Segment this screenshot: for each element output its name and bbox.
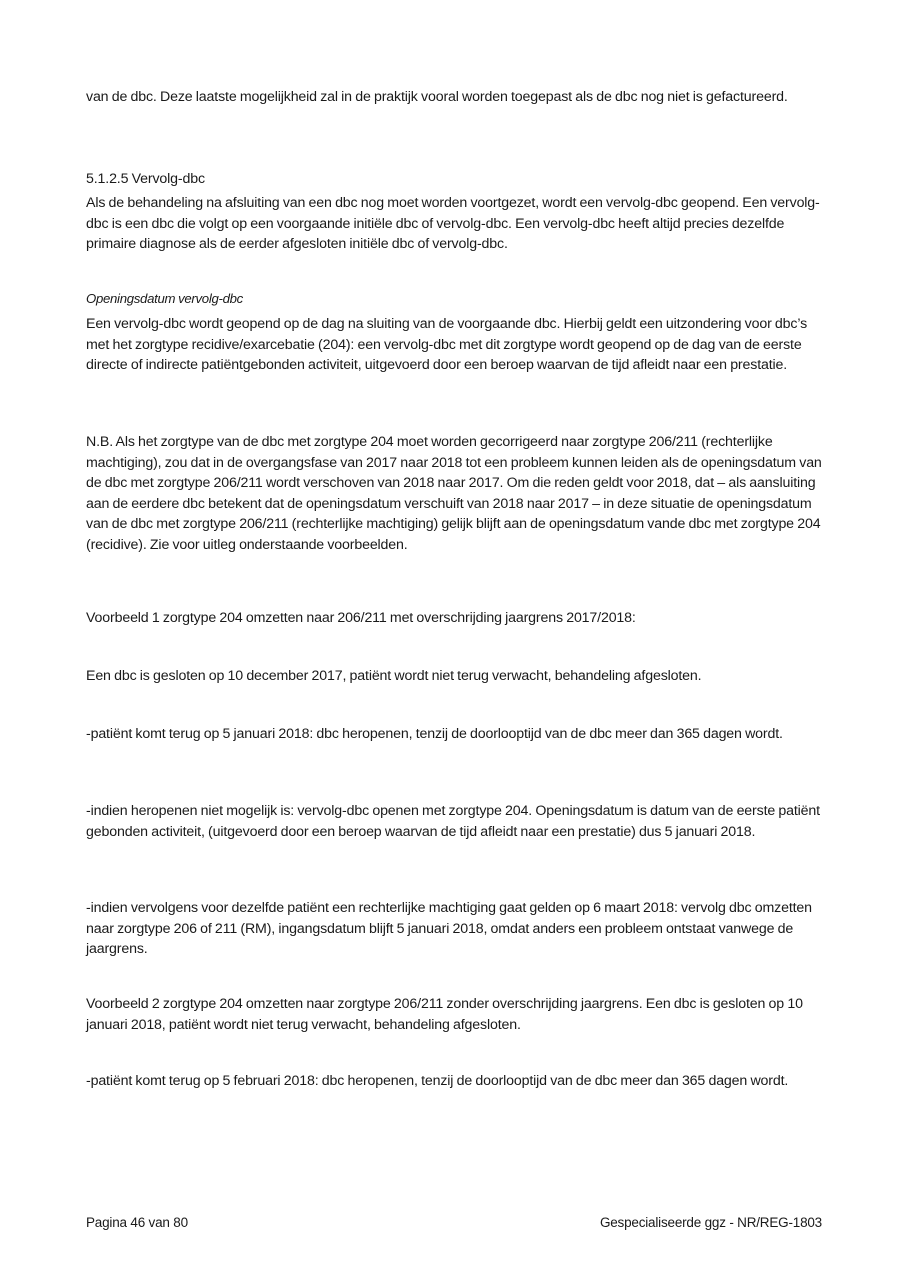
document-reference: Gespecialiseerde ggz - NR/REG-1803 — [599, 1215, 822, 1230]
subsection-paragraph: Een vervolg-dbc wordt geopend op de dag na sluiting van de voorgaande dbc. Hierbij geldt een uitzondering voor dbc’s met het zorgtype recidive/exarcebatie (204): een vervolg-dbc met dit zorgtype wordt geopend op de dag van de eerste directe of indirecte patiëntgebonden activiteit, uitgevoerd door een beroep waarvan de tijd afleidt naar een prestatie. — [86, 316, 808, 373]
page-footer — [86, 1214, 822, 1232]
continuation-paragraph: van de dbc. Deze laatste mogelijkheid zal in de praktijk vooral worden toegepast als de dbc nog niet is gefactureerd. — [86, 89, 788, 105]
page-number: Pagina 46 van 80 — [86, 1215, 188, 1230]
document-page — [86, 0, 822, 1273]
section-intro-paragraph: Als de behandeling na afsluiting van een dbc nog moet worden voortgezet, wordt een vervolg-dbc geopend. Een vervolg-dbc is een dbc die volgt op een voorgaande initiële dbc of vervolg-dbc. Een vervolg-dbc heeft altijd precies dezelfde primaire diagnose als de eerder afgesloten initiële dbc of vervolg-dbc. — [86, 195, 820, 252]
note-paragraph: N.B. Als het zorgtype van de dbc met zorgtype 204 moet worden gecorrigeerd naar zorgtype 206/211 (rechterlijke machtiging), zou dat in de overgangsfase van 2017 naar 2018 tot een probleem kunnen leiden als de openingsdatum van de dbc met zorgtype 206/211 wordt verschoven van 2018 naar 2017. Om die reden geldt voor 2018, dat – als aansluiting aan de eerdere dbc betekent dat de openingsdatum verschuift van 2018 naar 2017 – in deze situatie de openingsdatum van de dbc met zorgtype 206/211 (rechterlijke machtiging) gelijk blijft aan de openingsdatum vande dbc met zorgtype 204 (recidive). Zie voor uitleg onderstaande voorbeelden. — [86, 434, 822, 553]
section-heading: 5.1.2.5 Vervolg-dbc — [86, 171, 205, 187]
example2-step1: -patiënt komt terug op 5 februari 2018: dbc heropenen, tenzij de doorlooptijd van de dbc meer dan 365 dagen wordt. — [86, 1073, 789, 1089]
subsection-heading: Openingsdatum vervolg-dbc — [86, 291, 243, 306]
example1-title: Voorbeeld 1 zorgtype 204 omzetten naar 206/211 met overschrijding jaargrens 2017/2018: — [86, 610, 636, 626]
example1-step2: -indien heropenen niet mogelijk is: vervolg-dbc openen met zorgtype 204. Openingsdatum is datum van de eerste patiënt gebonden activiteit, (uitgevoerd door een beroep waarvan de tijd afleidt naar een prestatie) dus 5 januari 2018. — [86, 803, 820, 840]
example1-situation: Een dbc is gesloten op 10 december 2017, patiënt wordt niet terug verwacht, behandeling afgesloten. — [86, 668, 702, 684]
example1-step3: -indien vervolgens voor dezelfde patiënt een rechterlijke machtiging gaat gelden op 6 maart 2018: vervolg dbc omzetten naar zorgtype 206 of 211 (RM), ingangsdatum blijft 5 januari 2018, omdat anders een probleem ontstaat vanwege de jaargrens. — [86, 900, 812, 957]
example2-title-and-situation: Voorbeeld 2 zorgtype 204 omzetten naar zorgtype 206/211 zonder overschrijding jaargrens. Een dbc is gesloten op 10 januari 2018, patiënt wordt niet terug verwacht, behandeling afgesloten. — [86, 996, 803, 1033]
example1-step1: -patiënt komt terug op 5 januari 2018: dbc heropenen, tenzij de doorlooptijd van de dbc meer dan 365 dagen wordt. — [86, 726, 783, 742]
